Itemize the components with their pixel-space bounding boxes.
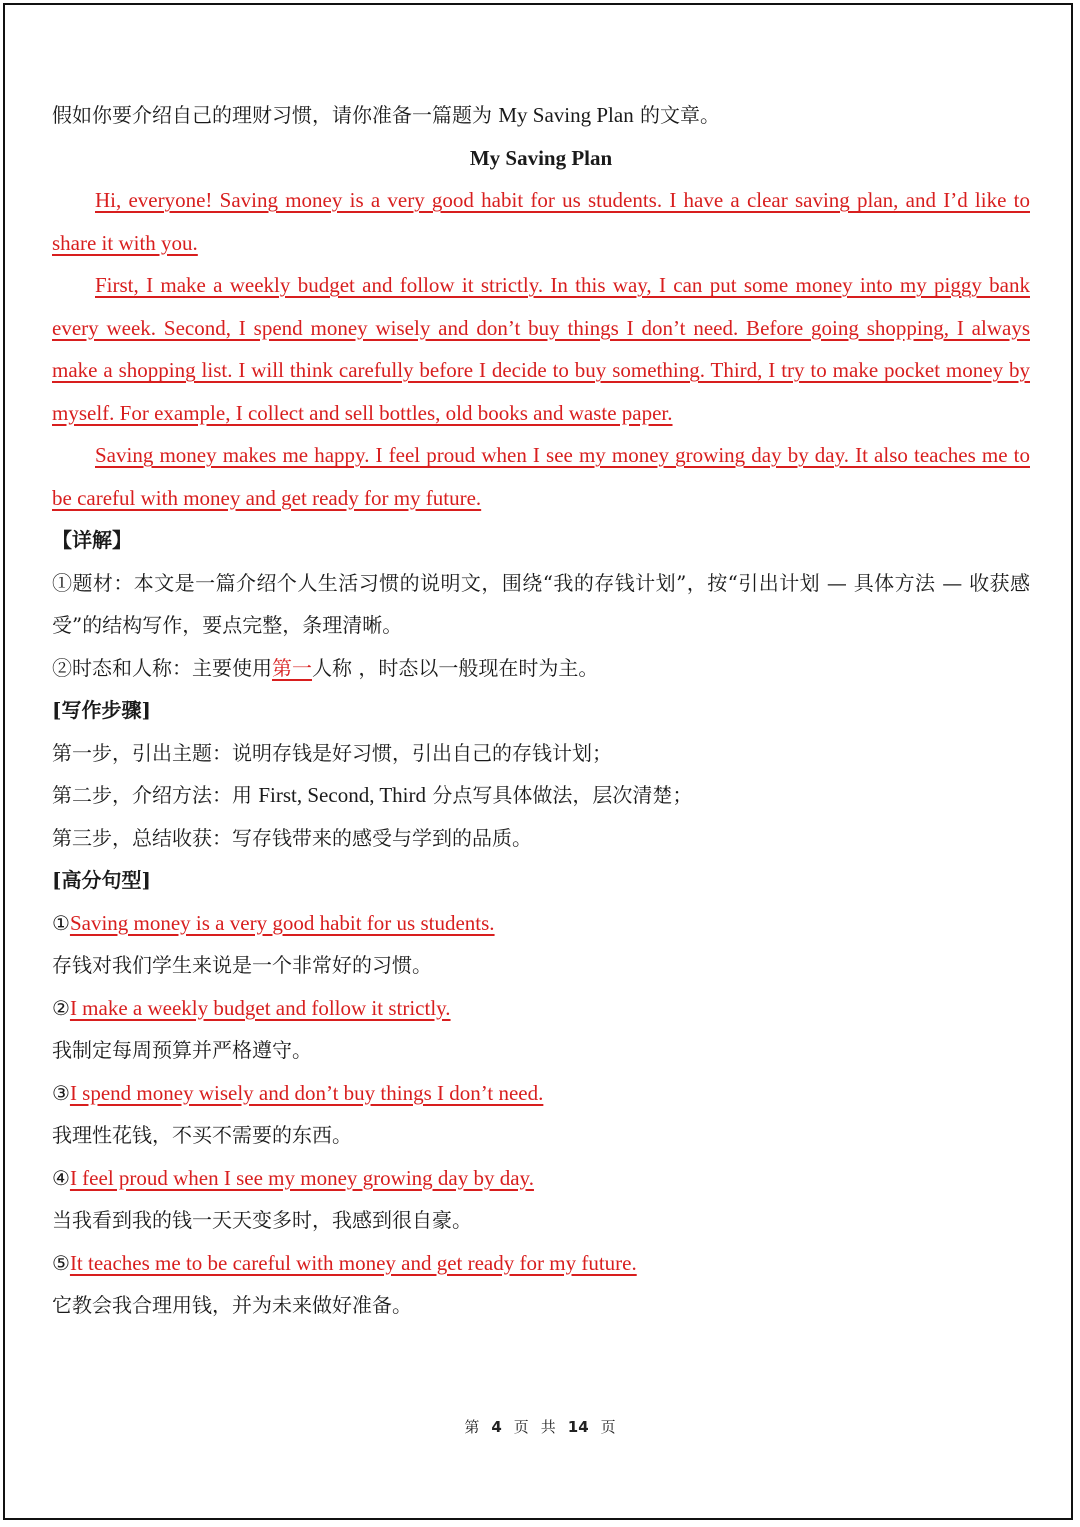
sentence-en-text-4: I feel proud when I see my money growing day by day. <box>69 1165 534 1190</box>
essay-p2-text: First, I make a weekly budget and follow it strictly. In this way, I can put some money into my piggy bank every week. Second, I spend money wisely and don’t buy things I don’t need. Before going shopping, I always make a shopping list. I will think carefully before I decide to buy something. Third, I try to make pocket money by myself. For example, I collect and sell bottles, old books and waste paper. <box>52 273 1030 425</box>
footer-total-pages: 14 <box>567 1418 589 1436</box>
prompt-title-ref: My Saving Plan <box>498 103 634 127</box>
sentence-num-3: ③ <box>52 1080 70 1105</box>
footer-post: 页 <box>600 1418 616 1436</box>
prompt-after: 的文章。 <box>633 103 721 127</box>
sentence-en-3 <box>52 1072 1030 1115</box>
step-2-en: First, Second, Third <box>258 783 426 807</box>
sentence-en-4 <box>52 1157 1030 1200</box>
sentence-en-5 <box>52 1242 1030 1285</box>
page-footer <box>0 1416 1080 1437</box>
explain-item-2-after: 人称 ，时态以一般现在时为主。 <box>312 655 599 680</box>
sentence-zh-4: 当我看到我的钱一天天变多时，我感到很自豪。 <box>52 1208 472 1232</box>
step-3: 第三步，总结收获：写存钱带来的感受与学到的品质。 <box>52 825 532 850</box>
essay-paragraph-2 <box>52 264 1030 434</box>
step-2-after: 分点写具体做法，层次清楚； <box>425 783 693 807</box>
writing-prompt <box>52 94 1030 137</box>
steps-heading: [写作步骤] <box>52 698 151 722</box>
footer-pre: 第 <box>464 1418 480 1436</box>
explain-item-2-before: ②时态和人称：主要使用 <box>52 655 272 680</box>
sentence-zh-5: 它教会我合理用钱，并为未来做好准备。 <box>52 1293 412 1317</box>
sentence-en-text-5: It teaches me to be careful with money and get ready for my future. <box>69 1250 637 1275</box>
explain-heading: 【详解】 <box>52 528 132 552</box>
explain-item-2-red: 第一 <box>272 655 312 680</box>
sentence-num-1: ① <box>52 910 70 935</box>
essay-paragraph-1 <box>52 179 1030 264</box>
sentence-en-2 <box>52 987 1030 1030</box>
essay-title: My Saving Plan <box>469 145 613 170</box>
explain-item-1: ①题材：本文是一篇介绍个人生活习惯的说明文，围绕“我的存钱计划”，按“引出计划 — 具体方法 — 收获感受”的结构写作，要点完整，条理清晰。 <box>52 570 1030 637</box>
footer-page-number: 4 <box>491 1418 502 1436</box>
sentence-zh-3: 我理性花钱，不买不需要的东西。 <box>52 1123 352 1147</box>
essay-p1-text: Hi, everyone! Saving money is a very good habit for us students. I have a clear saving plan, and I’d like to share it with you. <box>52 188 1030 255</box>
footer-mid2: 共 <box>540 1418 556 1436</box>
sentence-zh-2: 我制定每周预算并严格遵守。 <box>52 1038 312 1062</box>
step-2 <box>52 774 1030 817</box>
step-1: 第一步，引出主题：说明存钱是好习惯，引出自己的存钱计划； <box>52 740 612 765</box>
document-body <box>52 94 1030 1327</box>
sentence-zh-1: 存钱对我们学生来说是一个非常好的习惯。 <box>52 953 432 977</box>
sentence-num-5: ⑤ <box>52 1250 70 1275</box>
sentence-en-text-3: I spend money wisely and don’t buy things I don’t need. <box>69 1080 544 1105</box>
essay-paragraph-3 <box>52 434 1030 519</box>
sentence-en-text-2: I make a weekly budget and follow it strictly. <box>69 995 451 1020</box>
sentence-en-1 <box>52 902 1030 945</box>
sentence-num-2: ② <box>52 995 70 1020</box>
footer-mid1: 页 <box>513 1418 529 1436</box>
explain-item-2 <box>52 647 1030 690</box>
sentences-heading: [高分句型] <box>52 868 151 892</box>
sentence-num-4: ④ <box>52 1165 70 1190</box>
prompt-before: 假如你要介绍自己的理财习惯，请你准备一篇题为 <box>52 103 499 127</box>
sentence-en-text-1: Saving money is a very good habit for us students. <box>69 910 495 935</box>
step-2-before: 第二步，介绍方法：用 <box>52 783 259 807</box>
essay-p3-text: Saving money makes me happy. I feel proud when I see my money growing day by day. It also teaches me to be careful with money and get ready for my future. <box>52 443 1030 510</box>
